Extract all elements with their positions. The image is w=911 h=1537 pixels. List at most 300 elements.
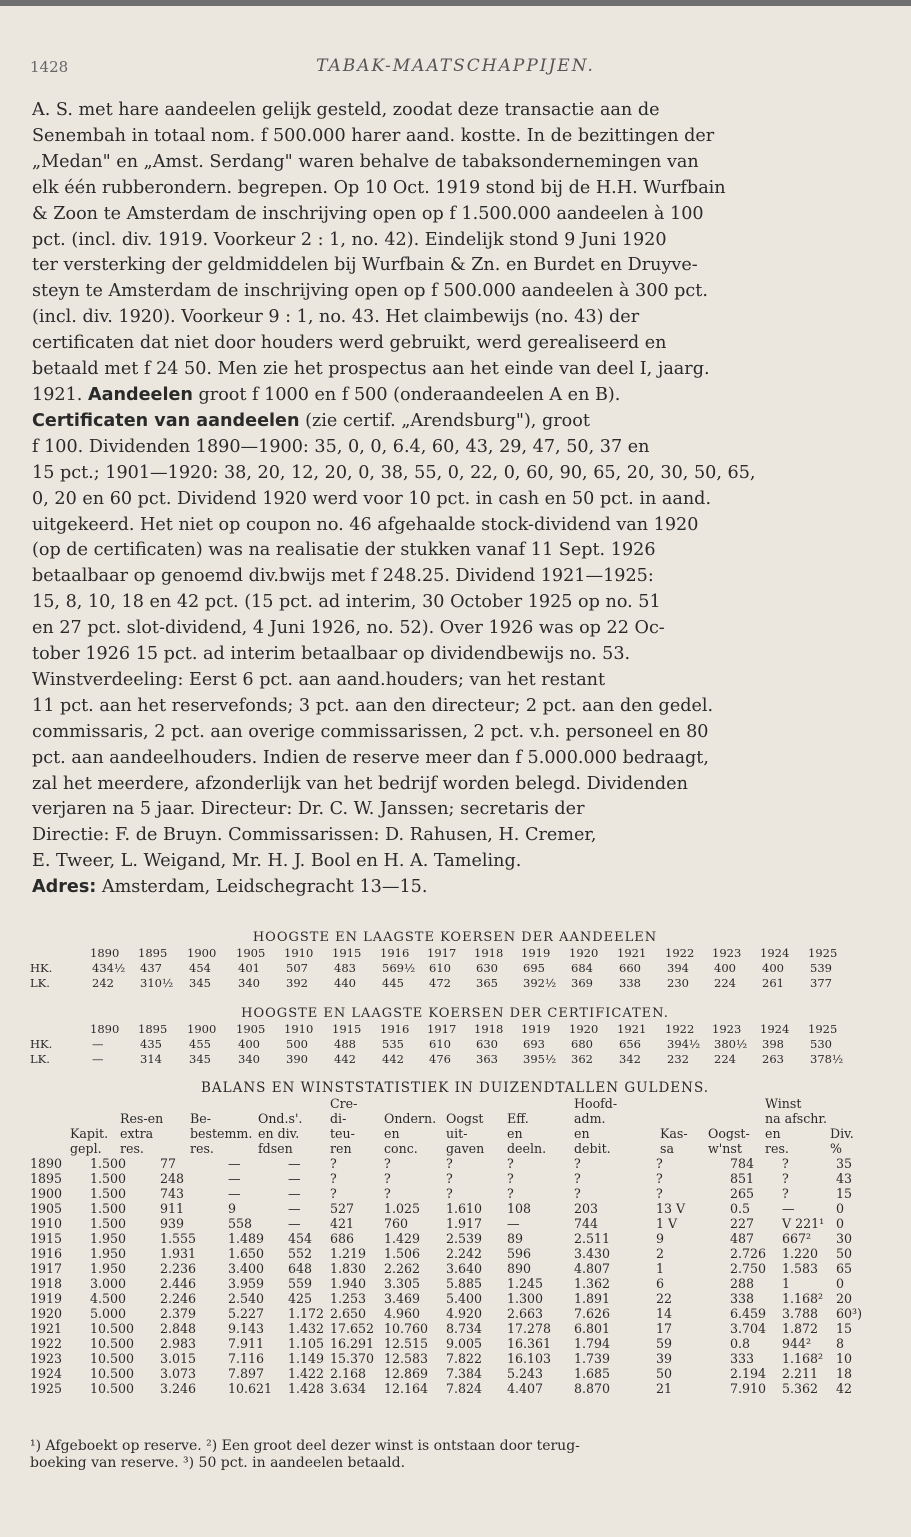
balans-value-cell: 17 — [656, 1321, 673, 1336]
balans-value-cell: 2.750 — [730, 1261, 767, 1276]
balans-header-cell: extra — [120, 1126, 154, 1141]
price-cell: 395½ — [523, 1052, 557, 1066]
table-aandeelen-title: HOOGSTE EN LAAGSTE KOERSEN DER AANDEELEN — [252, 930, 658, 945]
year-header-cell: 1910 — [284, 1022, 314, 1036]
balans-value-cell: 1.500 — [90, 1216, 127, 1231]
balans-value-cell: 2.211 — [782, 1366, 819, 1381]
balans-value-cell: 2.540 — [228, 1291, 265, 1306]
balans-value-cell: 14 — [656, 1306, 673, 1321]
price-cell: 377 — [810, 976, 832, 990]
balans-value-cell: 944² — [782, 1336, 812, 1351]
year-header-cell: 1922 — [665, 1022, 695, 1036]
balans-value-cell: 0.8 — [730, 1336, 751, 1351]
running-title: TABAK-MAATSCHAPPIJEN. — [316, 56, 595, 76]
price-cell: 392½ — [523, 976, 557, 990]
balans-value-cell: 744 — [574, 1216, 599, 1231]
balans-value-cell: 0 — [836, 1216, 845, 1231]
text-line: betaalbaar op genoemd div.bwijs met f 248.25. Dividend 1921—1925: — [32, 566, 654, 587]
text-line: elk één rubberondern. begrepen. Op 10 Oct. 1919 stond bij de H.H. Wurfbain — [32, 177, 726, 198]
price-cell: 345 — [189, 976, 211, 990]
certificaten-heading: Certificaten van aandeelen — [32, 410, 300, 431]
text-line: f 100. Dividenden 1890—1900: 35, 0, 0, 6.4, 60, 43, 29, 47, 50, 37 en — [32, 436, 650, 457]
balans-value-cell: 1.931 — [160, 1246, 197, 1261]
year-header-cell: 1905 — [236, 946, 266, 960]
price-cell: 455 — [189, 1037, 211, 1051]
row-label: HK. — [30, 961, 53, 975]
price-cell: 242 — [92, 976, 114, 990]
balans-value-cell: 7.384 — [446, 1366, 483, 1381]
year-header-cell: 1900 — [187, 946, 217, 960]
balans-header-cell: conc. — [384, 1141, 418, 1156]
balans-value-cell: 3.704 — [730, 1321, 767, 1336]
price-cell: 530 — [810, 1037, 832, 1051]
year-header-cell: 1915 — [332, 946, 362, 960]
balans-value-cell: — — [288, 1186, 301, 1201]
year-header-cell: 1917 — [427, 1022, 457, 1036]
price-cell: 394½ — [667, 1037, 701, 1051]
table-aandeelen — [30, 946, 880, 991]
balans-value-cell: ? — [574, 1186, 581, 1201]
balans-value-cell: 15.370 — [330, 1351, 375, 1366]
balans-value-cell: 1.583 — [782, 1261, 819, 1276]
text-line: & Zoon te Amsterdam de inschrijving open op f 1.500.000 aandeelen à 100 — [32, 203, 704, 224]
balans-value-cell: 1.950 — [90, 1231, 127, 1246]
balans-value-cell: 3.634 — [330, 1381, 367, 1396]
year-header-cell: 1895 — [138, 1022, 168, 1036]
year-header-cell: 1915 — [332, 1022, 362, 1036]
price-cell: 380½ — [714, 1037, 748, 1051]
price-cell: 394 — [667, 961, 689, 975]
balans-value-cell: 4.807 — [574, 1261, 611, 1276]
balans-value-cell: 12.515 — [384, 1336, 429, 1351]
balans-value-cell: 667² — [782, 1231, 812, 1246]
balans-header-cell: Kapit. — [70, 1126, 109, 1141]
balans-value-cell: ? — [507, 1171, 514, 1186]
page-number: 1428 — [30, 58, 69, 76]
price-cell: 680 — [571, 1037, 593, 1051]
year-header-cell: 1923 — [712, 1022, 742, 1036]
text-line: A. S. met hare aandeelen gelijk gesteld, zoodat deze transactie aan de — [32, 100, 660, 120]
balans-year-cell: 1924 — [30, 1366, 63, 1381]
year-header-cell: 1919 — [521, 946, 551, 960]
balans-value-cell: 65 — [836, 1261, 853, 1276]
balans-year-cell: 1919 — [30, 1291, 63, 1306]
balans-header-row — [30, 1141, 885, 1156]
text-line: verjaren na 5 jaar. Directeur: Dr. C. W. Janssen; secretaris der — [32, 799, 585, 820]
balans-value-cell: — — [228, 1171, 241, 1186]
year-header-cell: 1920 — [569, 1022, 599, 1036]
balans-value-cell: 22 — [656, 1291, 673, 1306]
balans-year-cell: 1920 — [30, 1306, 63, 1321]
balans-value-cell: 227 — [730, 1216, 755, 1231]
balans-row — [30, 1231, 885, 1246]
balans-row — [30, 1321, 885, 1336]
balans-header-cell: fdsen — [258, 1141, 293, 1156]
balans-title: BALANS EN WINSTSTATISTIEK IN DUIZENDTALLEN GULDENS. — [200, 1080, 710, 1096]
price-cell: 435 — [140, 1037, 162, 1051]
balans-header-cell: bestemm. — [190, 1126, 253, 1141]
price-cell: 488 — [334, 1037, 356, 1051]
footnotes — [30, 1438, 880, 1472]
table-certificaten — [30, 1022, 880, 1067]
balans-value-cell: 3.073 — [160, 1366, 197, 1381]
balans-value-cell: 3.305 — [384, 1276, 421, 1291]
price-cell: 224 — [714, 976, 736, 990]
text-line: steyn te Amsterdam de inschrijving open op f 500.000 aandeelen à 300 pct. — [32, 281, 708, 302]
price-cell: 693 — [523, 1037, 545, 1051]
balans-value-cell: 2.236 — [160, 1261, 197, 1276]
balans-value-cell: 17.278 — [507, 1321, 552, 1336]
balans-value-cell: ? — [782, 1186, 789, 1201]
balans-value-cell: 18 — [836, 1366, 853, 1381]
balans-value-cell: 2 — [656, 1246, 665, 1261]
footnote-line: ¹) Afgeboekt op reserve. ²) Een groot deel dezer winst is ontstaan door terug- — [30, 1438, 580, 1454]
text-line: (incl. div. 1920). Voorkeur 9 : 1, no. 43. Het claimbewijs (no. 43) der — [32, 307, 640, 328]
balans-value-cell: 0.5 — [730, 1201, 751, 1216]
text-line: 11 pct. aan het reservefonds; 3 pct. aan den directeur; 2 pct. aan den gedel. — [32, 695, 714, 716]
balans-value-cell: 1.432 — [288, 1321, 325, 1336]
balans-value-cell: 1.489 — [228, 1231, 265, 1246]
balans-value-cell: 16.361 — [507, 1336, 552, 1351]
balans-row — [30, 1351, 885, 1366]
balans-header-cell: en — [507, 1126, 523, 1141]
balans-value-cell: 1.220 — [782, 1246, 819, 1261]
price-cell: 232 — [667, 1052, 689, 1066]
balans-value-cell: 1.362 — [574, 1276, 611, 1291]
balans-header-cell: Ond.s'. — [258, 1111, 303, 1126]
price-cell: 483 — [334, 961, 356, 975]
balans-value-cell: 3.640 — [446, 1261, 483, 1276]
balans-value-cell: 43 — [836, 1171, 853, 1186]
aandeelen-line — [32, 383, 877, 409]
balans-header-row — [30, 1096, 885, 1111]
balans-value-cell: 3.015 — [160, 1351, 197, 1366]
balans-year-cell: 1918 — [30, 1276, 63, 1291]
page-header — [30, 54, 881, 84]
balans-value-cell: 596 — [507, 1246, 532, 1261]
year-header-cell: 1922 — [665, 946, 695, 960]
balans-value-cell: 35 — [836, 1156, 853, 1171]
balans-value-cell: 2.246 — [160, 1291, 197, 1306]
price-cell: 362 — [571, 1052, 593, 1066]
balans-value-cell: 203 — [574, 1201, 599, 1216]
balans-value-cell: 12.164 — [384, 1381, 429, 1396]
price-cell: 454 — [189, 961, 211, 975]
balans-value-cell: 421 — [330, 1216, 355, 1231]
balans-value-cell: 1.219 — [330, 1246, 367, 1261]
year-header-cell: 1925 — [808, 946, 838, 960]
footnote-line: boeking van reserve. ³) 50 pct. in aandeelen betaald. — [30, 1455, 406, 1471]
price-cell: 434½ — [92, 961, 126, 975]
price-cell: — — [92, 1052, 104, 1066]
balans-value-cell: 4.960 — [384, 1306, 421, 1321]
balans-value-cell: 1.794 — [574, 1336, 611, 1351]
balans-value-cell: 2.262 — [384, 1261, 421, 1276]
line-prefix: 1921. — [32, 384, 88, 405]
text-line: ter versterking der geldmiddelen bij Wurfbain & Zn. en Burdet en Druyve- — [32, 255, 698, 276]
balans-value-cell: 2.168 — [330, 1366, 367, 1381]
year-header-cell: 1917 — [427, 946, 457, 960]
price-cell: 695 — [523, 961, 545, 975]
balans-header-cell: en — [765, 1126, 781, 1141]
price-cell: 684 — [571, 961, 593, 975]
balans-value-cell: 17.652 — [330, 1321, 375, 1336]
balans-header-cell: res. — [765, 1141, 789, 1156]
balans-value-cell: 9 — [656, 1231, 665, 1246]
balans-value-cell: ? — [446, 1186, 453, 1201]
adres-line — [32, 875, 877, 901]
balans-value-cell: ? — [446, 1156, 453, 1171]
balans-value-cell: 2.511 — [574, 1231, 611, 1246]
year-header-cell: 1918 — [474, 946, 504, 960]
price-cell: 261 — [762, 976, 784, 990]
balans-value-cell: 5.362 — [782, 1381, 819, 1396]
text-line: pct. aan aandeelhouders. Indien de reserve meer dan f 5.000.000 bedraagt, — [32, 747, 709, 768]
balans-header-cell: en div. — [258, 1126, 300, 1141]
balans-value-cell: 1.422 — [288, 1366, 325, 1381]
balans-header-cell: Eff. — [507, 1111, 529, 1126]
price-cell: 472 — [429, 976, 451, 990]
balans-value-cell: 1.500 — [90, 1201, 127, 1216]
balans-year-cell: 1923 — [30, 1351, 63, 1366]
low-row — [30, 1052, 880, 1067]
balans-value-cell: 12.869 — [384, 1366, 429, 1381]
year-header-cell: 1919 — [521, 1022, 551, 1036]
balans-value-cell: ? — [446, 1171, 453, 1186]
balans-value-cell: 686 — [330, 1231, 355, 1246]
scan-top-edge — [0, 0, 911, 6]
balans-value-cell: 1.685 — [574, 1366, 611, 1381]
balans-value-cell: 1.253 — [330, 1291, 367, 1306]
balans-year-cell: 1895 — [30, 1171, 63, 1186]
balans-year-cell: 1890 — [30, 1156, 63, 1171]
balans-value-cell: 2.242 — [446, 1246, 483, 1261]
balans-value-cell: ? — [384, 1171, 391, 1186]
balans-header-cell: Oogst- — [708, 1126, 750, 1141]
balans-value-cell: 338 — [730, 1291, 755, 1306]
balans-value-cell: 7.822 — [446, 1351, 483, 1366]
price-cell: 610 — [429, 961, 451, 975]
balans-value-cell: 1.891 — [574, 1291, 611, 1306]
table-certificaten-title: HOOGSTE EN LAAGSTE KOERSEN DER CERTIFICATEN. — [241, 1006, 669, 1021]
price-cell: 535 — [382, 1037, 404, 1051]
balans-value-cell: 1.506 — [384, 1246, 421, 1261]
year-header-cell: 1924 — [760, 1022, 790, 1036]
year-header-cell: 1920 — [569, 946, 599, 960]
balans-value-cell: 559 — [288, 1276, 313, 1291]
balans-value-cell: 9 — [228, 1201, 237, 1216]
balans-value-cell: 7.626 — [574, 1306, 611, 1321]
balans-value-cell: 1.172 — [288, 1306, 325, 1321]
year-header-cell: 1916 — [380, 1022, 410, 1036]
balans-row — [30, 1261, 885, 1276]
balans-header-cell: debit. — [574, 1141, 611, 1156]
year-header-cell: 1923 — [712, 946, 742, 960]
balans-value-cell: 8 — [836, 1336, 845, 1351]
text-line: „Medan" en „Amst. Serdang" waren behalve de tabaksondernemingen van — [32, 151, 699, 172]
balans-row — [30, 1306, 885, 1321]
balans-value-cell: 1.500 — [90, 1186, 127, 1201]
balans-value-cell: 10.500 — [90, 1366, 135, 1381]
year-header-cell: 1910 — [284, 946, 314, 960]
balans-header-cell: deeln. — [507, 1141, 547, 1156]
price-cell: 445 — [382, 976, 404, 990]
balans-value-cell: 7.897 — [228, 1366, 265, 1381]
balans-value-cell: 7.911 — [228, 1336, 265, 1351]
balans-row — [30, 1381, 885, 1396]
balans-header-cell: uit- — [446, 1126, 468, 1141]
balans-year-cell: 1921 — [30, 1321, 63, 1336]
price-cell: 569½ — [382, 961, 416, 975]
balans-header-cell: Div. — [830, 1126, 854, 1141]
price-cell: 363 — [476, 1052, 498, 1066]
text-line: betaald met f 24 50. Men zie het prospectus aan het einde van deel I, jaarg. — [32, 359, 710, 380]
balans-value-cell: ? — [656, 1156, 663, 1171]
price-cell: 390 — [286, 1052, 308, 1066]
balans-value-cell: 77 — [160, 1156, 177, 1171]
year-header-cell: 1924 — [760, 946, 790, 960]
year-header-cell: 1895 — [138, 946, 168, 960]
text-line: en 27 pct. slot-dividend, 4 Juni 1926, no. 52). Over 1926 was op 22 Oc- — [32, 618, 665, 639]
row-label: HK. — [30, 1037, 53, 1051]
balans-value-cell: ? — [384, 1186, 391, 1201]
balans-value-cell: 2.848 — [160, 1321, 197, 1336]
balans-value-cell: 911 — [160, 1201, 185, 1216]
text-line: 0, 20 en 60 pct. Dividend 1920 werd voor 10 pct. in cash en 50 pct. in aand. — [32, 488, 712, 509]
price-cell: 400 — [762, 961, 784, 975]
balans-row — [30, 1171, 885, 1186]
text-line: pct. (incl. div. 1919. Voorkeur 2 : 1, no. 42). Eindelijk stond 9 Juni 1920 — [32, 229, 667, 250]
balans-value-cell: — — [288, 1156, 301, 1171]
balans-value-cell: V 221¹ — [782, 1216, 825, 1231]
balans-row — [30, 1216, 885, 1231]
balans-header-cell: Hoofd- — [574, 1096, 618, 1111]
balans-value-cell: ? — [656, 1186, 663, 1201]
year-header-cell: 1900 — [187, 1022, 217, 1036]
balans-value-cell: 552 — [288, 1246, 313, 1261]
price-cell: 437 — [140, 961, 162, 975]
balans-value-cell: 760 — [384, 1216, 409, 1231]
balans-value-cell: 3.000 — [90, 1276, 127, 1291]
balans-value-cell: — — [782, 1201, 795, 1216]
balans-value-cell: 16.103 — [507, 1351, 552, 1366]
year-header-row — [30, 1022, 880, 1037]
price-cell: 230 — [667, 976, 689, 990]
balans-value-cell: 89 — [507, 1231, 524, 1246]
balans-value-cell: 1.168² — [782, 1351, 824, 1366]
balans-value-cell: 1.429 — [384, 1231, 421, 1246]
price-cell: 345 — [189, 1052, 211, 1066]
balans-year-cell: 1905 — [30, 1201, 63, 1216]
balans-value-cell: 0 — [836, 1201, 845, 1216]
balans-value-cell: 15 — [836, 1321, 853, 1336]
text-line: uitgekeerd. Het niet op coupon no. 46 afgehaalde stock-dividend van 1920 — [32, 514, 699, 535]
balans-header-cell: Kas- — [660, 1126, 688, 1141]
balans-header-cell: teu- — [330, 1126, 355, 1141]
balans-value-cell: 1.300 — [507, 1291, 544, 1306]
year-header-cell: 1890 — [90, 946, 120, 960]
balans-value-cell: 1.500 — [90, 1156, 127, 1171]
balans-value-cell: ? — [330, 1171, 337, 1186]
price-cell: 442 — [334, 1052, 356, 1066]
balans-value-cell: ? — [574, 1156, 581, 1171]
balans-year-cell: 1915 — [30, 1231, 63, 1246]
balans-value-cell: 1.149 — [288, 1351, 325, 1366]
row-label: LK. — [30, 1052, 50, 1066]
year-header-cell: 1905 — [236, 1022, 266, 1036]
balans-value-cell: 3.246 — [160, 1381, 197, 1396]
balans-header-cell: Cre- — [330, 1096, 358, 1111]
balans-value-cell: 2.983 — [160, 1336, 197, 1351]
balans-row — [30, 1291, 885, 1306]
price-cell: 610 — [429, 1037, 451, 1051]
balans-value-cell: 30 — [836, 1231, 853, 1246]
balans-value-cell: 743 — [160, 1186, 185, 1201]
year-header-cell: 1921 — [617, 1022, 647, 1036]
text-line: commissaris, 2 pct. aan overige commissarissen, 2 pct. v.h. personeel en 80 — [32, 721, 709, 742]
balans-value-cell: 4.407 — [507, 1381, 544, 1396]
certificaten-line — [32, 409, 877, 435]
balans-value-cell: 1.650 — [228, 1246, 265, 1261]
price-cell: 507 — [286, 961, 308, 975]
balans-value-cell: 1 — [656, 1261, 665, 1276]
balans-value-cell: 1.917 — [446, 1216, 483, 1231]
balans-value-cell: 50 — [836, 1246, 853, 1261]
balans-value-cell: 2.663 — [507, 1306, 544, 1321]
balans-value-cell: — — [288, 1201, 301, 1216]
balans-header-cell: Ondern. — [384, 1111, 437, 1126]
year-header-cell: 1916 — [380, 946, 410, 960]
balans-row — [30, 1246, 885, 1261]
price-cell: 630 — [476, 961, 498, 975]
balans-header-cell: w'nst — [708, 1141, 742, 1156]
balans-header-cell: en — [384, 1126, 400, 1141]
high-row — [30, 1037, 880, 1052]
balans-header-cell: sa — [660, 1141, 674, 1156]
balans-value-cell: 7.824 — [446, 1381, 483, 1396]
balans-value-cell: 1.245 — [507, 1276, 544, 1291]
balans-value-cell: ? — [782, 1171, 789, 1186]
year-header-cell: 1890 — [90, 1022, 120, 1036]
balans-value-cell: 939 — [160, 1216, 185, 1231]
balans-header-cell: di- — [330, 1111, 347, 1126]
price-cell: 440 — [334, 976, 356, 990]
balans-value-cell: 2.539 — [446, 1231, 483, 1246]
balans-value-cell: 3.430 — [574, 1246, 611, 1261]
balans-header-cell: res. — [120, 1141, 144, 1156]
balans-value-cell: ? — [507, 1186, 514, 1201]
balans-value-cell: 7.116 — [228, 1351, 265, 1366]
balans-value-cell: 6.801 — [574, 1321, 611, 1336]
balans-value-cell: 248 — [160, 1171, 185, 1186]
balans-value-cell: ? — [656, 1171, 663, 1186]
price-cell: 656 — [619, 1037, 641, 1051]
balans-value-cell: 6 — [656, 1276, 665, 1291]
balans-header-cell: Be- — [190, 1111, 211, 1126]
balans-value-cell: 265 — [730, 1186, 755, 1201]
balans-value-cell: 1.025 — [384, 1201, 421, 1216]
price-cell: 660 — [619, 961, 641, 975]
balans-value-cell: ? — [782, 1156, 789, 1171]
price-cell: — — [92, 1037, 104, 1051]
balans-header-cell: % — [830, 1141, 842, 1156]
balans-value-cell: — — [288, 1171, 301, 1186]
balans-value-cell: 5.400 — [446, 1291, 483, 1306]
balans-value-cell: 6.459 — [730, 1306, 767, 1321]
balans-value-cell: 527 — [330, 1201, 355, 1216]
price-cell: 338 — [619, 976, 641, 990]
year-header-row — [30, 946, 880, 961]
